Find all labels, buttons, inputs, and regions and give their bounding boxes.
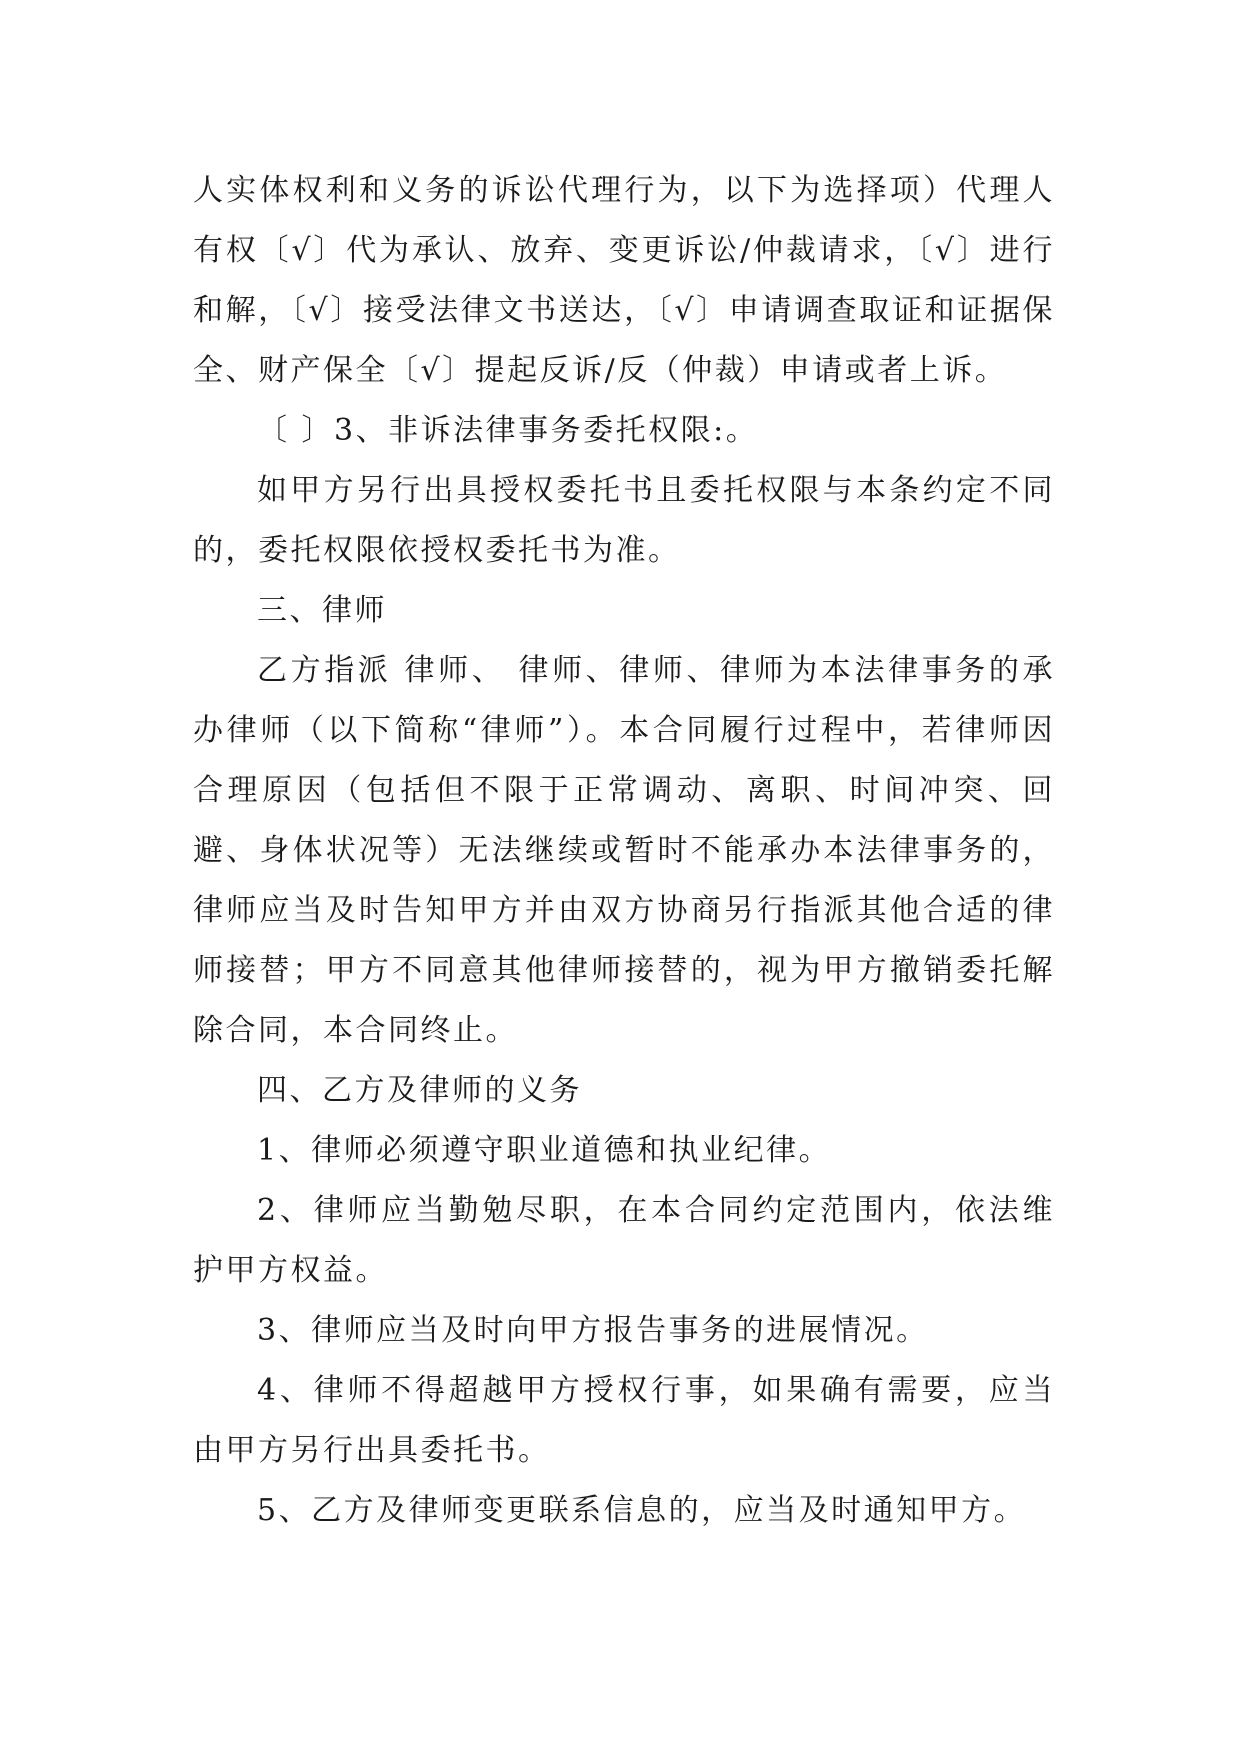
section-heading-lawyer: 三、律师: [257, 593, 387, 628]
paragraph-lawyer-assignment: 乙方指派 律师、 律师、律师、律师为本法律事务的承办律师（以下简称“律师”）。本合同履行过程中，若律师因合理原因（包括但不限于正常调动、离职、时间冲突、回避、身体状况等）无法继续或暂时不能承办本法律事务的，律师应当及时告知甲方并由双方协商另行指派其他合适的律师接替；甲方不同意其他律师接替的，视为甲方撤销委托解除合同，本合同终止。: [193, 653, 1055, 1048]
paragraph-litigation-authority: 人实体权利和义务的诉讼代理行为，以下为选择项）代理人有权〔√〕代为承认、放弃、变更诉讼/仲裁请求，〔√〕进行和解，〔√〕接受法律文书送达，〔√〕申请调查取证和证据保全、财产保全〔√〕提起反诉/反（仲裁）申请或者上诉。: [193, 173, 1055, 388]
obligation-item-5: 5、乙方及律师变更联系信息的，应当及时通知甲方。: [257, 1493, 1027, 1528]
section-heading-obligations: 四、乙方及律师的义务: [257, 1073, 582, 1108]
document-body: [193, 161, 1055, 1541]
paragraph-non-litigation-authority: 〔 〕3、非诉法律事务委托权限:。: [257, 413, 759, 448]
obligation-item-4: 4、律师不得超越甲方授权行事，如果确有需要，应当由甲方另行出具委托书。: [193, 1373, 1055, 1468]
paragraph-power-of-attorney: 如甲方另行出具授权委托书且委托权限与本条约定不同的，委托权限依授权委托书为准。: [193, 473, 1055, 568]
obligation-item-2: 2、律师应当勤勉尽职，在本合同约定范围内，依法维护甲方权益。: [193, 1193, 1055, 1288]
obligation-item-1: 1、律师必须遵守职业道德和执业纪律。: [257, 1133, 832, 1168]
obligation-item-3: 3、律师应当及时向甲方报告事务的进展情况。: [257, 1313, 929, 1348]
